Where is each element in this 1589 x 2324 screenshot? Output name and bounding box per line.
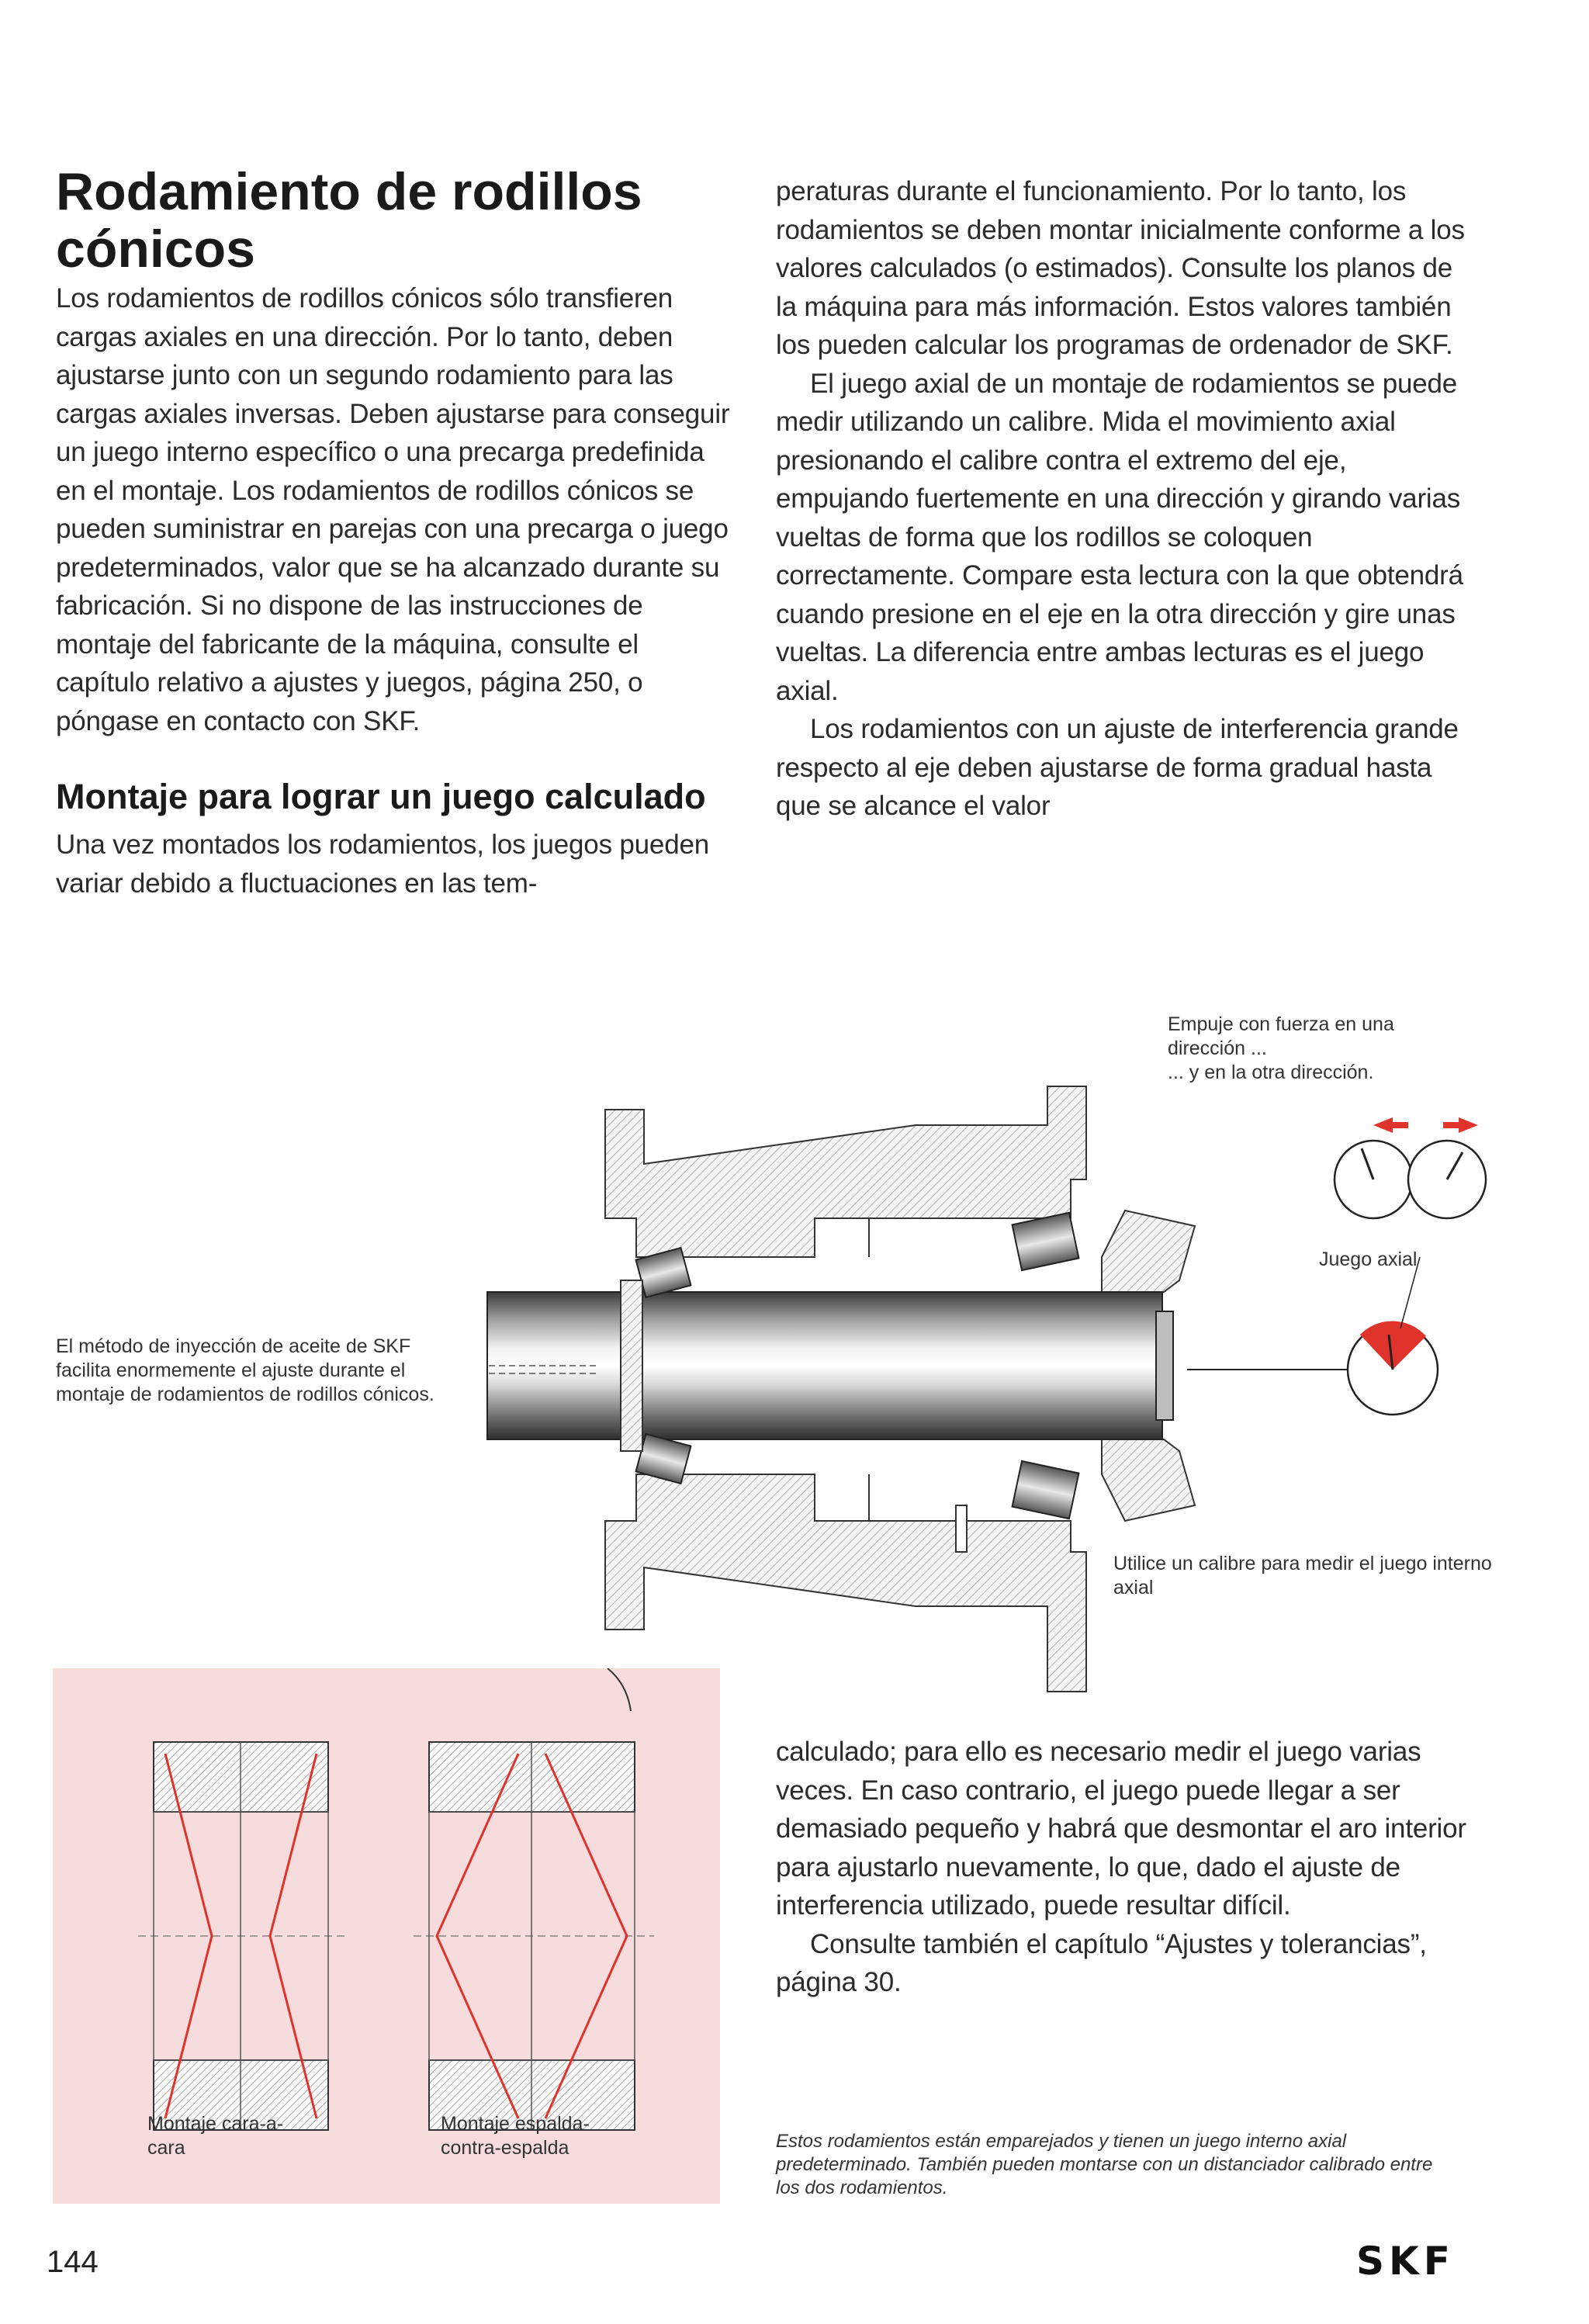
right-column-bottom (776, 1733, 1474, 2002)
bevel-gear-lower (1102, 1439, 1195, 1521)
section-p4: Consulte también el capítulo “Ajustes y tolerancias”, página 30. (776, 1928, 1427, 1997)
matched-bearings-panel (53, 1668, 720, 2204)
arrow-right-icon (1443, 1117, 1478, 1133)
face-to-face-bearing-pair (138, 1742, 348, 2130)
caption-push: Empuje con fuerza en una dirección ... ... y en la otra dirección. (1168, 1013, 1394, 1083)
section-p3-cont: calculado; para ello es necesario medir el juego varias veces. En caso contrario, el juego puede llegar a ser demasiado pequeño y habrá que desmontar el aro interior para ajustarlo nuevamente, lo que, dado el ajuste de interferencia utilizado, puede resultar difícil. (776, 1737, 1466, 1921)
caption-face-to-face: Montaje cara-a- cara (147, 2113, 284, 2159)
shaft (487, 1292, 1162, 1439)
left-column (56, 163, 731, 902)
back-to-back-bearing-pair (414, 1742, 654, 2130)
caption-oil-injection: El método de inyección de aceite de SKF facilita enormemente el ajuste durante el montaje de rodamientos de rodillos cónicos. (56, 1335, 434, 1405)
right-column-text (776, 172, 1474, 826)
section-title: Montaje para lograr un juego calculado (56, 777, 706, 816)
intro-text: Los rodamientos de rodillos cónicos sólo transfieren cargas axiales en una dirección. Por lo tanto, deben ajustarse junto con un segundo rodamiento para las cargas axiales inversas. Deben ajustarse para conseguir un juego interno específico o una precarga predefinida en el montaje. Los rodamientos de rodillos cónicos se pueden suministrar en parejas con una precarga o juego predeterminados, valor que se ha alcanzado durante su fabricación. Si no dispone de las instrucciones de montaje del fabricante de la máquina, consulte el capítulo relativo a ajustes y juegos, página 250, o póngase en contacto con SKF. (56, 283, 730, 736)
arrow-left-icon (1373, 1117, 1408, 1133)
skf-logo: SKF (1356, 2239, 1455, 2284)
caption-axial-play: Juego axial (1319, 1249, 1418, 1270)
caption-back-to-back: Montaje espalda- contra-espalda (441, 2113, 590, 2159)
caption-matched: Estos rodamientos están emparejados y tienen un juego interno axial predeterminado. También pueden montarse con un distanciador calibrado entre los dos rodamientos. (776, 2131, 1433, 2198)
page-number: 144 (47, 2245, 99, 2279)
bearing-cross-section-diagram (481, 1024, 1497, 1707)
section-p3-start: Los rodamientos con un ajuste de interferencia grande respecto al eje deben ajustarse de forma gradual hasta que se alcance el valor (776, 714, 1459, 821)
bevel-gear-upper (1102, 1210, 1195, 1292)
section-p2: El juego axial de un montaje de rodamientos se puede medir utilizando un calibre. Mida el movimiento axial presionando el calibre contra el extremo del eje, empujando fuertemente en una dirección y girando varias vueltas de forma que los rodillos se coloquen correctamente. Compare esta lectura con la que obtendrá cuando presione en el eje en la otra dirección y gire unas vueltas. La diferencia entre ambas lecturas es el juego axial. (776, 368, 1463, 706)
axial-play-gauge-icon (1187, 1257, 1438, 1415)
dial-gauge-left-icon (1335, 1141, 1412, 1218)
section-p1-cont: peraturas durante el funcionamiento. Por lo tanto, los rodamientos se deben montar inicialmente conforme a los valores calculados (o estimados). Consulte los planos de la máquina para más información. Estos valores también los pueden calcular los programas de ordenador de SKF. (776, 176, 1465, 360)
section-p1-start: Una vez montados los rodamientos, los juegos pueden variar debido a fluctuaciones en las tem- (56, 830, 709, 899)
right-column (776, 172, 1474, 826)
page-title: Rodamiento de rodillos cónicos (56, 162, 642, 279)
caption-gauge: Utilice un calibre para medir el juego interno axial (1113, 1553, 1492, 1598)
section-paragraph-start (56, 826, 731, 902)
intro-paragraph (56, 279, 731, 740)
dial-gauge-right-icon (1408, 1141, 1486, 1218)
right-column-bottom-text (776, 1733, 1474, 2002)
